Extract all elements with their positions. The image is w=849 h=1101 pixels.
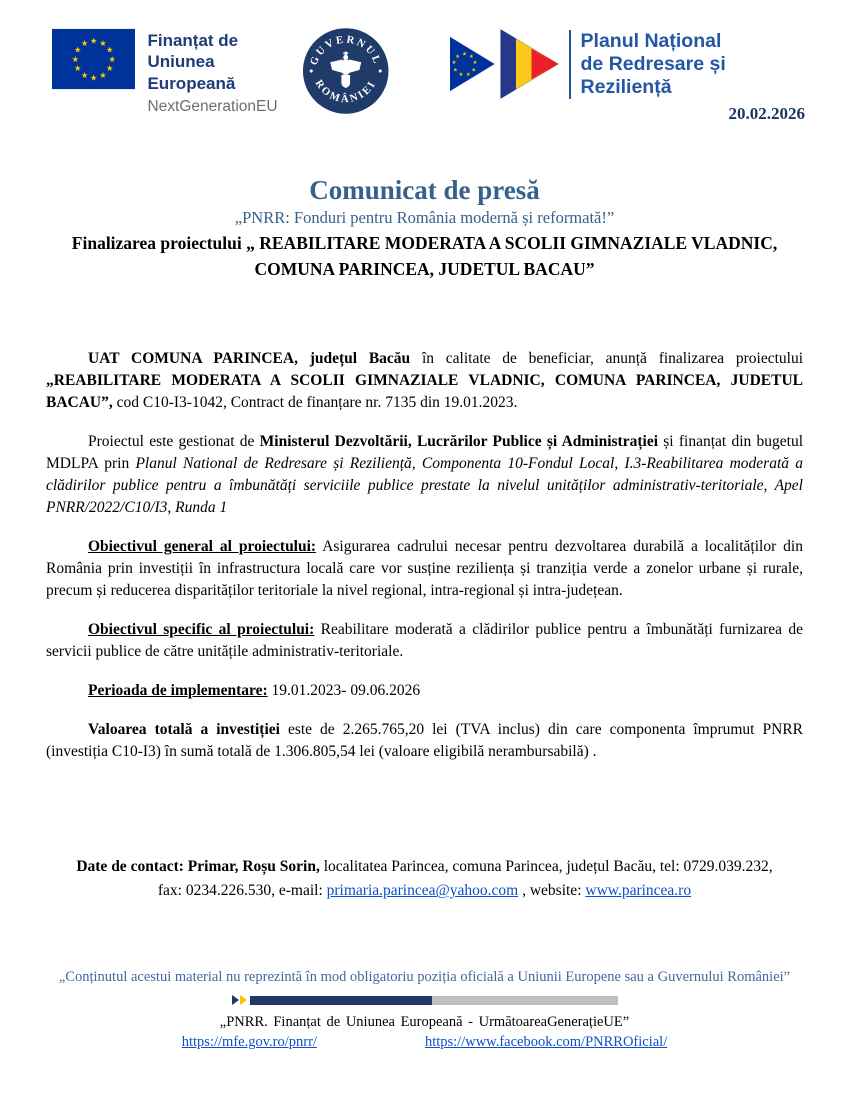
svg-text:★: ★ <box>99 69 107 80</box>
pnrr-flag-arrows-icon <box>450 28 559 100</box>
footer-link-facebook[interactable]: https://www.facebook.com/PNRROficial/ <box>424 1034 668 1051</box>
pnrr-logo-text <box>569 30 815 99</box>
svg-text:★: ★ <box>71 53 79 64</box>
period-value: 19.01.2023- 09.06.2026 <box>267 682 421 700</box>
romanian-government-seal-icon <box>302 26 389 116</box>
svg-text:★: ★ <box>472 60 478 67</box>
svg-text:★: ★ <box>80 69 89 80</box>
svg-text:★: ★ <box>99 37 107 48</box>
svg-text:★: ★ <box>468 53 474 60</box>
paragraph-text: și finanțat din bugetul MDLPA prin <box>46 433 803 473</box>
svg-text:★: ★ <box>106 44 114 55</box>
total-value-text: este de 2.265.765,20 lei (TVA inclus) din care componenta împrumut PNRR (investiția C10-I3) în sumă totală de 1.306.805,54 lei (valoare eligibilă nerambursabilă) . <box>46 721 803 761</box>
paragraph-text: Asigurarea cadrului necesar pentru dezvoltarea durabilă a localităților din România prin investiții în infrastructura locală care vor susține reziliența și tranziția verde a zonelor urbane și rurale, precum și reducerea disparităților teritoriale la nivel regional, intra-regional și intra-județean. <box>46 538 803 600</box>
footer-tagline: „PNRR. Finanțat de Uniunea Europeană - UrmătoareaGenerațieUE” <box>219 1014 630 1031</box>
svg-text:★: ★ <box>108 53 116 64</box>
paragraph-value <box>46 719 803 763</box>
eu-logo-line3: NextGenerationEU <box>147 97 278 115</box>
gov-seal-bottom-text: ROMÂNIEI <box>312 77 380 106</box>
pnrr-logo <box>450 28 815 100</box>
footer-bar <box>232 994 618 1006</box>
paragraph-general-objective <box>46 536 803 602</box>
header-logos <box>0 0 849 116</box>
footer-links <box>0 1034 849 1051</box>
contact-info <box>72 855 778 903</box>
gov-seal-top-text: GUVERNUL <box>308 33 385 68</box>
paragraph-text: Reabilitare moderată a clădirilor publice pentru a îmbunătăți furnizarea de servicii publice de către unitățile administrativ-teritoriale. <box>46 621 803 661</box>
footer <box>0 969 849 1051</box>
svg-text:★: ★ <box>90 35 98 46</box>
eu-logo-line2: Uniunea Europeană <box>147 52 236 93</box>
footer-link-mfe[interactable]: https://mfe.gov.ro/pnrr/ <box>181 1034 317 1051</box>
paragraph-text: Proiectul este gestionat de <box>88 433 260 451</box>
email-link[interactable]: primaria.parincea@yahoo.com <box>326 882 519 900</box>
svg-text:★: ★ <box>465 71 471 78</box>
svg-text:★: ★ <box>74 63 82 74</box>
svg-text:★: ★ <box>90 72 98 83</box>
general-objective-label: Obiectivul general al proiectului: <box>88 538 317 556</box>
disclaimer-text: „Conținutul acestui material nu reprezintă în mod obligatoriu poziția oficială a Uniunii Europene sau a Guvernului României” <box>58 969 791 986</box>
document-date: 20.02.2026 <box>728 104 805 124</box>
total-value-label: Valoarea totală a investiției <box>88 721 280 739</box>
press-release-title: Comunicat de presă <box>309 175 540 206</box>
contact-text: localitatea Parincea, comuna Parincea, județul Bacău, tel: 0729.039.232, fax: 0234.226.530, e-mail: <box>157 858 773 900</box>
paragraph-period <box>46 680 803 702</box>
contact-text: , website: <box>518 882 586 900</box>
ministry-name: Ministerul Dezvoltării, Lucrărilor Publice și Administrației <box>259 433 659 451</box>
pnrr-logo-line1: Planul Național <box>580 29 722 52</box>
svg-text:★: ★ <box>80 37 89 48</box>
project-heading: Finalizarea proiectului „ REABILITARE MODERATA A SCOLII GIMNAZIALE VLADNIC, COMUNA PARINCEA, JUDETUL BACAU” <box>71 232 778 280</box>
website-link[interactable]: www.parincea.ro <box>585 882 692 900</box>
paragraph-beneficiary <box>46 348 803 414</box>
project-name: „REABILITARE MODERATA A SCOLII GIMNAZIALE VLADNIC, COMUNA PARINCEA, JUDETUL BACAU”, <box>46 372 803 412</box>
svg-text:★: ★ <box>451 60 457 67</box>
eu-funding-logo <box>52 28 302 116</box>
beneficiary-name: UAT COMUNA PARINCEA, județul Bacău <box>88 350 411 368</box>
contact-label: Date de contact: Primar, Roșu Sorin, <box>76 858 320 876</box>
footer-bar-gray <box>432 996 618 1005</box>
svg-text:★: ★ <box>471 67 477 74</box>
svg-text:★: ★ <box>106 63 114 74</box>
footer-bar-navy <box>250 996 432 1005</box>
period-label: Perioada de implementare: <box>88 682 268 700</box>
pnrr-logo-line2: de Redresare și Reziliență <box>580 52 726 98</box>
svg-text:★: ★ <box>452 67 458 74</box>
program-name: Planul National de Redresare și Reziliență, Componenta 10-Fondul Local, I.3-Reabilitarea moderată a clădirilor publice pentru a îmbunătăți serviciile publice prestate la nivelul unităților administrativ-teritoriale, Apel PNRR/2022/C10/I3, Runda 1 <box>46 455 804 517</box>
eu-flag-icon <box>52 28 135 90</box>
footer-chevron-arrows-icon <box>232 994 250 1006</box>
specific-objective-label: Obiectivul specific al proiectului: <box>88 621 315 639</box>
paragraph-specific-objective <box>46 619 803 663</box>
paragraph-management <box>46 431 803 519</box>
svg-text:★: ★ <box>462 51 467 58</box>
paragraph-text: cod C10-I3-1042, Contract de finanțare nr. 7135 din 19.01.2023. <box>112 394 518 412</box>
svg-text:★: ★ <box>74 44 82 55</box>
body-copy <box>0 348 849 903</box>
svg-text:★: ★ <box>458 71 464 78</box>
paragraph-text: în calitate de beneficiar, anunță finalizarea proiectului <box>410 350 803 368</box>
press-release-subtitle: „PNRR: Fonduri pentru România modernă și reformată!” <box>234 207 615 227</box>
eu-logo-line1: Finanțat de <box>147 31 239 50</box>
eu-logo-text <box>147 28 302 116</box>
svg-text:★: ★ <box>455 53 460 60</box>
